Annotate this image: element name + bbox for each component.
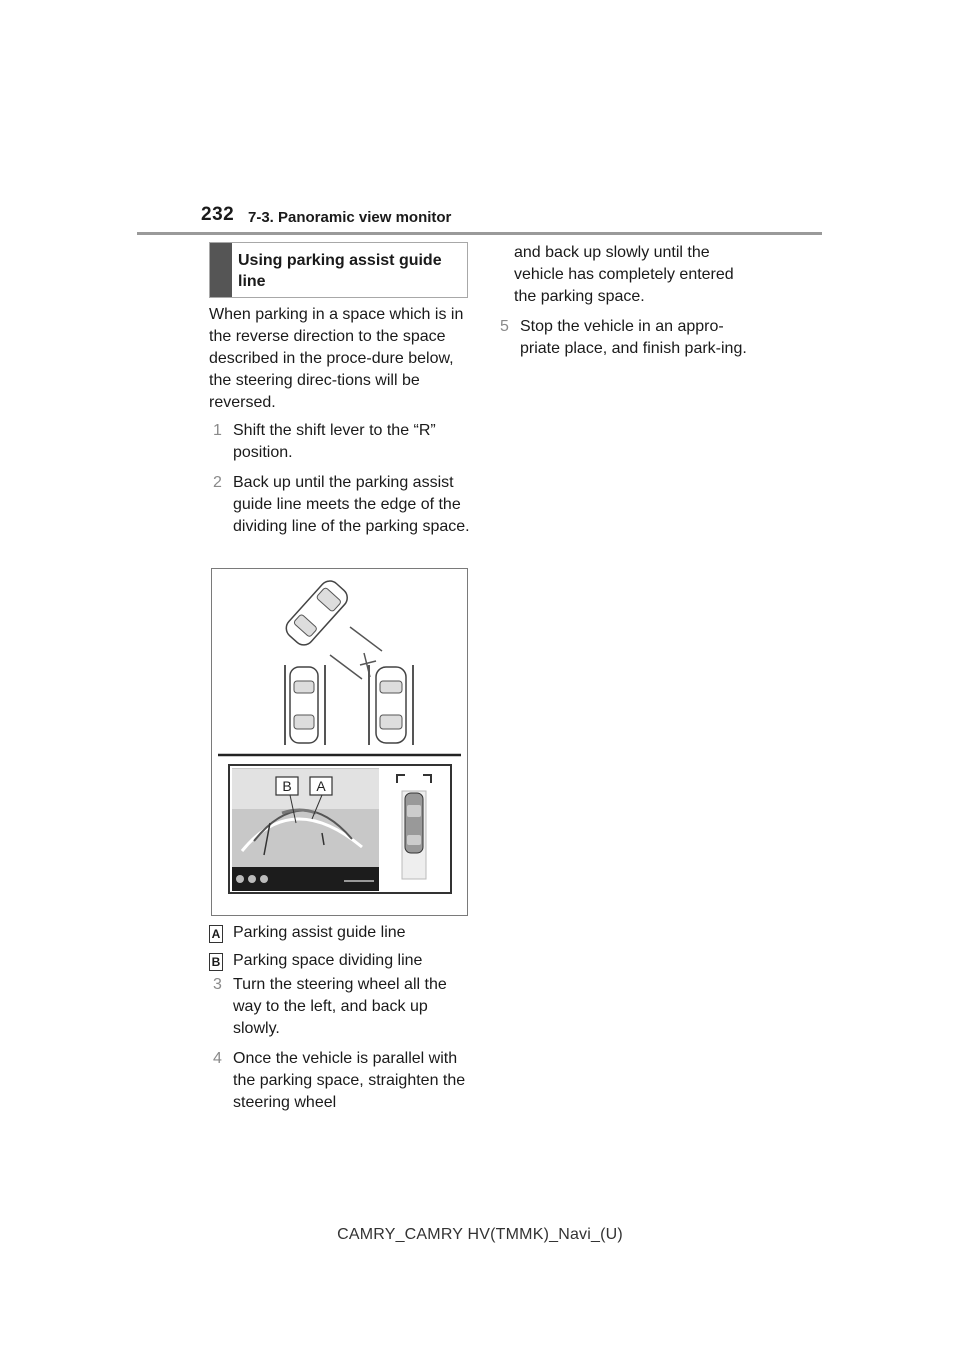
legend-text: Parking space dividing line — [233, 952, 423, 969]
callout-a-label: A — [316, 778, 326, 794]
parking-illustration — [211, 568, 468, 916]
intro-paragraph: When parking in a space which is in the reverse direction to the space described in the proce-dure below, the steering direc-tions will be reversed. — [209, 306, 464, 411]
parked-car-left-icon — [290, 667, 318, 743]
reversing-car-icon — [282, 577, 351, 649]
step-number: 4 — [213, 1050, 222, 1067]
step-text: Shift the shift lever to the “R” position. — [233, 422, 436, 461]
subsection-heading-text: Using parking assist guide line — [238, 252, 442, 290]
right-column-text — [496, 242, 758, 368]
footer-model-code: CAMRY_CAMRY HV(TMMK)_Navi_(U) — [337, 1226, 623, 1243]
step-5 — [496, 316, 758, 360]
step-number: 1 — [213, 422, 222, 439]
step-4-continued: and back up slowly until the vehicle has completely entered the parking space. — [514, 244, 734, 305]
legend-letter-box: A — [209, 925, 223, 943]
subsection-heading — [209, 242, 468, 298]
step-text: Back up until the parking assist guide line meets the edge of the dividing line of the parking space. — [233, 474, 470, 535]
step-number: 2 — [213, 474, 222, 491]
top-view-car-icon — [405, 793, 423, 853]
section-title: 7-3. Panoramic view monitor — [248, 209, 452, 226]
lower-steps — [209, 974, 471, 1122]
step-number: 5 — [500, 318, 509, 335]
step-3 — [209, 974, 471, 1040]
step-number: 3 — [213, 976, 222, 993]
header-rule — [137, 232, 822, 235]
step-text: Once the vehicle is parallel with the parking space, straighten the steering wheel — [233, 1050, 466, 1111]
step-1 — [209, 420, 471, 464]
step-4 — [209, 1048, 471, 1114]
page-number: 232 — [201, 204, 235, 225]
step-2 — [209, 472, 471, 538]
parked-car-right-icon — [376, 667, 406, 743]
parking-diagram — [212, 569, 467, 915]
legend-text: Parking assist guide line — [233, 924, 406, 941]
callout-b-label: B — [282, 778, 292, 794]
step-text: Turn the steering wheel all the way to the left, and back up slowly. — [233, 976, 447, 1037]
step-text: Stop the vehicle in an appro-priate place, and finish park-ing. — [520, 318, 747, 357]
legend-letter-box: B — [209, 953, 223, 971]
heading-accent-bar — [210, 243, 232, 297]
left-column-text — [209, 304, 471, 546]
